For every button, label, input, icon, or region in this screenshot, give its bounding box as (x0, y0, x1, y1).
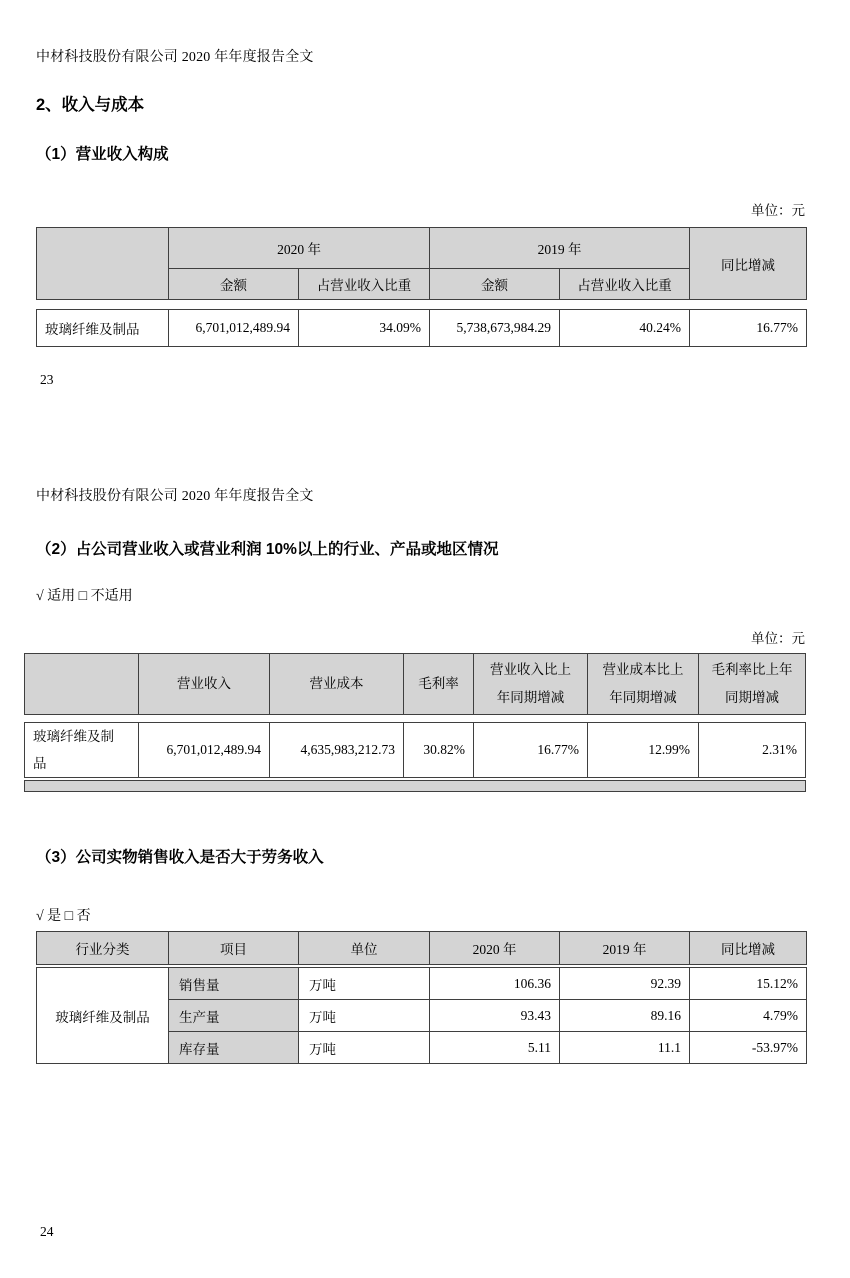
header-amount-2020: 金额 (169, 269, 299, 300)
cell-2020-value: 106.36 (430, 968, 560, 1000)
cell-2020-value: 93.43 (430, 1000, 560, 1032)
cell-revenue: 6,701,012,489.94 (139, 723, 270, 778)
cell-2019-value: 11.1 (560, 1032, 690, 1064)
empty-corner-cell (37, 228, 169, 300)
table-row (25, 723, 806, 778)
volume-table (36, 931, 807, 1064)
cell-margin-yoy: 2.31% (699, 723, 806, 778)
empty-corner-cell (25, 654, 139, 715)
cell-item-inventory: 库存量 (169, 1032, 299, 1064)
row-label-glass-fiber: 玻璃纤维及制品 (25, 723, 139, 778)
table-row (37, 310, 807, 347)
header-body-gap (36, 300, 807, 309)
unit-label: 单位：元 (751, 631, 805, 646)
page-number-23: 23 (40, 372, 54, 387)
table-row-sales-volume (37, 968, 807, 1000)
header-industry-category: 行业分类 (37, 932, 169, 965)
header-year-2019: 2019 年 (560, 932, 690, 965)
cell-yoy: 15.12% (690, 968, 807, 1000)
truncated-next-row-strip (24, 780, 806, 792)
industry-revenue-cost-table-body (24, 722, 806, 778)
header-yoy-change: 同比增减 (690, 228, 807, 300)
cell-industry-glass-fiber: 玻璃纤维及制品 (37, 968, 169, 1064)
document-header: 中材科技股份有限公司 2020 年年度报告全文 (36, 489, 314, 504)
header-cost: 营业成本 (270, 654, 404, 715)
header-margin-yoy: 毛利率比上年同期增减 (699, 654, 806, 715)
page-number-24: 24 (40, 1224, 54, 1239)
header-body-gap (24, 715, 806, 722)
cell-2019-value: 89.16 (560, 1000, 690, 1032)
industry-revenue-cost-table (24, 653, 806, 792)
cell-item-production: 生产量 (169, 1000, 299, 1032)
cell-unit: 万吨 (299, 1032, 430, 1064)
document-header: 中材科技股份有限公司 2020 年年度报告全文 (36, 50, 314, 65)
applicability-line: √ 适用 □ 不适用 (36, 589, 133, 604)
unit-label: 单位：元 (751, 203, 805, 218)
header-year-2020: 2020 年 (430, 932, 560, 965)
cell-yoy: 4.79% (690, 1000, 807, 1032)
header-cost-yoy: 营业成本比上年同期增减 (588, 654, 699, 715)
yes-no-line: √ 是 □ 否 (36, 909, 91, 924)
cell-gross-margin: 30.82% (404, 723, 474, 778)
section-heading-revenue-and-cost: 2、收入与成本 (36, 96, 145, 114)
header-yoy-change: 同比增减 (690, 932, 807, 965)
row-label-glass-fiber: 玻璃纤维及制品 (37, 310, 169, 347)
header-year-2020: 2020 年 (169, 228, 430, 269)
header-share-2020: 占营业收入比重 (299, 269, 430, 300)
revenue-composition-table-body (36, 309, 807, 347)
subsection-heading-physical-sales: （3）公司实物销售收入是否大于劳务收入 (36, 849, 324, 866)
cell-2019-value: 92.39 (560, 968, 690, 1000)
cell-revenue-yoy: 16.77% (474, 723, 588, 778)
cell-yoy: 16.77% (690, 310, 807, 347)
revenue-composition-table (36, 227, 807, 347)
volume-table-header (36, 931, 807, 965)
header-revenue-yoy: 营业收入比上年同期增减 (474, 654, 588, 715)
cell-share-2019: 40.24% (560, 310, 690, 347)
header-item: 项目 (169, 932, 299, 965)
revenue-composition-table-header (36, 227, 807, 300)
cell-cost: 4,635,983,212.73 (270, 723, 404, 778)
cell-amount-2020: 6,701,012,489.94 (169, 310, 299, 347)
header-share-2019: 占营业收入比重 (560, 269, 690, 300)
cell-2020-value: 5.11 (430, 1032, 560, 1064)
header-amount-2019: 金额 (430, 269, 560, 300)
cell-item-sales: 销售量 (169, 968, 299, 1000)
cell-unit: 万吨 (299, 1000, 430, 1032)
cell-share-2020: 34.09% (299, 310, 430, 347)
subsection-heading-revenue-composition: （1）营业收入构成 (36, 146, 169, 163)
volume-table-body (36, 967, 807, 1064)
cell-amount-2019: 5,738,673,984.29 (430, 310, 560, 347)
cell-unit: 万吨 (299, 968, 430, 1000)
header-unit: 单位 (299, 932, 430, 965)
header-revenue: 营业收入 (139, 654, 270, 715)
header-year-2019: 2019 年 (430, 228, 690, 269)
header-gross-margin: 毛利率 (404, 654, 474, 715)
industry-revenue-cost-table-header (24, 653, 806, 715)
cell-yoy: -53.97% (690, 1032, 807, 1064)
cell-cost-yoy: 12.99% (588, 723, 699, 778)
subsection-heading-industry-product-region: （2）占公司营业收入或营业利润 10%以上的行业、产品或地区情况 (36, 541, 499, 558)
